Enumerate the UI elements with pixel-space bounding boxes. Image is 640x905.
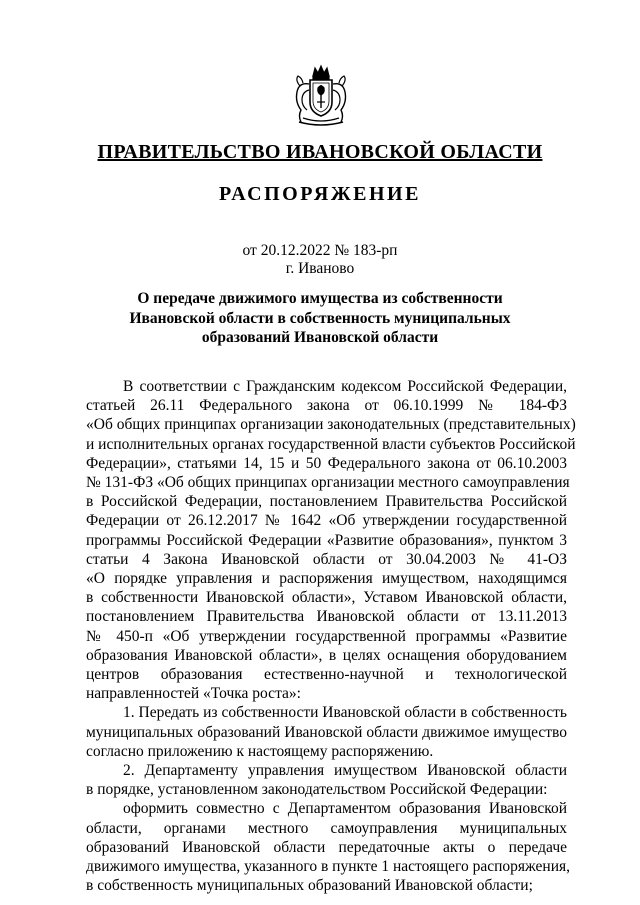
body-line: в собственности Ивановской области», Уставом Ивановской области, — [86, 589, 567, 607]
body-line: статьи 4 Закона Ивановской области от 30.04.2003 № 41-ОЗ — [86, 550, 567, 568]
body-line: в порядке, установленном законодательством Российской Федерации: — [86, 781, 548, 799]
government-title: ПРАВИТЕЛЬСТВО ИВАНОВСКОЙ ОБЛАСТИ — [97, 141, 543, 163]
body-line: 1. Передать из собственности Ивановской области в собственность — [123, 704, 567, 722]
body-line: согласно приложению к настоящему распоряжению. — [86, 742, 434, 760]
body-line: № 450-п «Об утверждении государственной программы «Развитие — [86, 627, 567, 645]
body-line: и исполнительных органах государственной власти субъектов Российской — [86, 435, 576, 453]
body-line: центров образования естественно-научной и технологической — [86, 666, 567, 684]
body-line: № 131-ФЗ «Об общих принципах организации местного самоуправления — [86, 474, 570, 492]
body-line: «Об общих принципах организации законодательных (представительных) — [86, 416, 576, 434]
date-number: от 20.12.2022 № 183-рп — [242, 242, 398, 259]
body-line: муниципальных образований Ивановской области движимое имущество — [86, 723, 567, 741]
body-line: в Российской Федерации, постановлением Правительства Российской — [86, 493, 567, 511]
coat-of-arms-emblem — [289, 62, 353, 128]
city: г. Иваново — [285, 260, 355, 277]
subject-line: О передаче движимого имущества из собственности — [137, 290, 503, 307]
body-line: статьей 26.11 Федерального закона от 06.10.1999 № 184-ФЗ — [86, 397, 567, 415]
subject-line: Ивановской области в собственность муниципальных — [129, 309, 511, 327]
subject-line: образований Ивановской области — [201, 329, 439, 346]
body-line: постановлением Правительства Ивановской области от 13.11.2013 — [86, 608, 567, 626]
body-line: образований Ивановской области передаточные акты о передаче — [86, 838, 567, 856]
body-line: Федерации от 26.12.2017 № 1642 «Об утверждении государственной — [86, 512, 567, 530]
body-line: Федерации», статьями 14, 15 и 50 Федерального закона от 06.10.2003 — [86, 454, 567, 472]
body-line: направленностей «Точка роста»: — [86, 685, 301, 703]
body-line: 2. Департаменту управления имуществом Ивановской области — [123, 762, 567, 780]
document-type: РАСПОРЯЖЕНИЕ — [219, 183, 421, 205]
body-line: оформить совместно с Департаментом образования Ивановской — [123, 800, 567, 818]
body-line: области, органами местного самоуправления муниципальных — [86, 819, 567, 837]
body-line: образования Ивановской области», в целях оснащения оборудованием — [86, 646, 567, 664]
body-line: программы Российской Федерации «Развитие образования», пунктом 3 — [86, 531, 567, 549]
body-line: движимого имущества, указанного в пункте 1 настоящего распоряжения, — [86, 858, 571, 876]
document-subject — [0, 289, 640, 348]
body-line: в собственность муниципальных образований Ивановской области; — [86, 877, 533, 895]
body-line: «О порядке управления и распоряжения имуществом, находящимся — [86, 570, 567, 588]
document-body — [86, 377, 576, 895]
body-line: В соответствии с Гражданским кодексом Российской Федерации, — [123, 378, 567, 395]
